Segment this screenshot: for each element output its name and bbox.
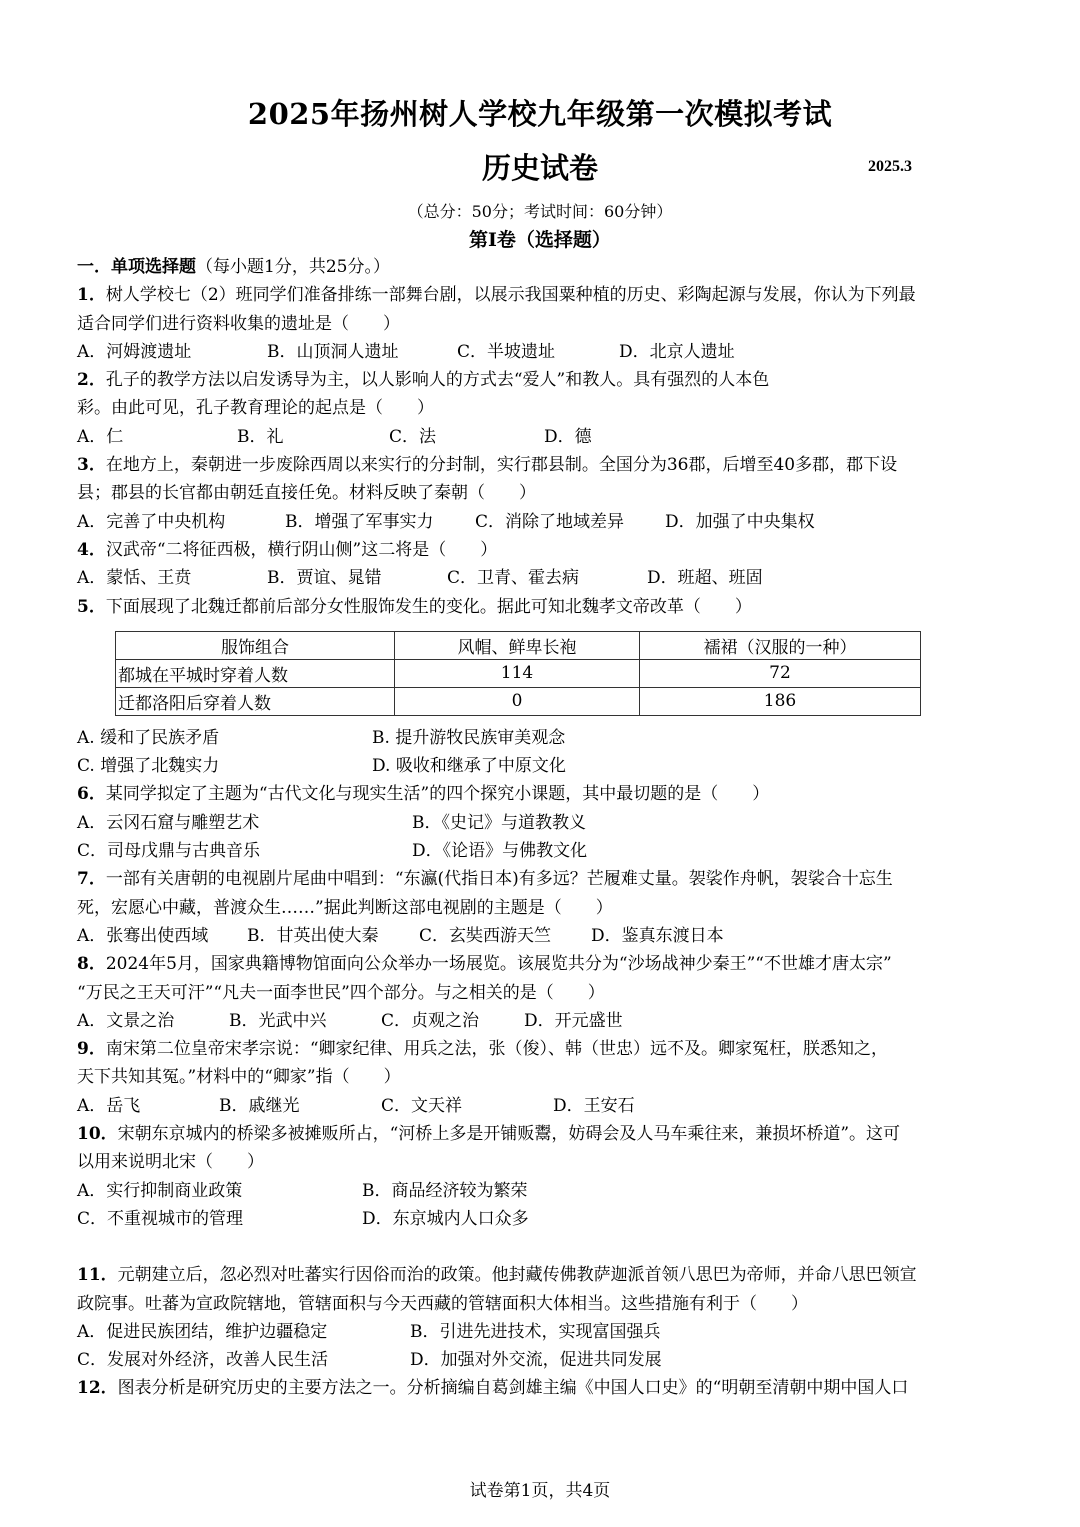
question-text: 元朝建立后，忽必烈对吐蕃实行因俗而治的政策。他封藏传佛教萨迦派首领八思巴为帝师，并命八思巴领宣 [117, 1265, 917, 1286]
table-cell: 72 [640, 659, 921, 687]
option-c: C．卫青、霍去病 [447, 568, 580, 589]
question-number: 6． [77, 784, 106, 805]
question-number: 7． [77, 869, 106, 890]
option-c: C．司母戊鼎与古典音乐 [77, 841, 261, 862]
option-a: A．岳飞 [77, 1095, 141, 1116]
option-d: D．加强对外交流，促进共同发展 [410, 1350, 662, 1371]
question-text: 图表分析是研究历史的主要方法之一。分析摘编自葛剑雄主编《中国人口史》的“明朝至清朝中期中国人口 [117, 1378, 909, 1399]
option-b: B．礼 [237, 426, 284, 447]
question-7-options [77, 922, 1007, 950]
table-row [116, 687, 921, 715]
option-a: A．河姆渡遗址 [77, 341, 192, 362]
question-11 [77, 1261, 1007, 1289]
questions [77, 253, 1007, 1403]
table-cell: 186 [640, 687, 921, 715]
part-title: 第Ⅰ卷（选择题） [469, 229, 611, 251]
question-9-options [77, 1092, 1007, 1120]
table-header-row [116, 631, 921, 659]
table-cell: 114 [395, 659, 640, 687]
question-1 [77, 281, 1007, 309]
option-c: C. 增强了北魏实力 [77, 756, 220, 777]
question-text: 孔子的教学方法以启发诱导为主，以人影响人的方式去“爱人”和教人。具有强烈的人本色 [105, 370, 770, 391]
question-text: 某同学拟定了主题为“古代文化与现实生活”的四个探究小课题，其中最切题的是（ ） [105, 784, 770, 805]
question-number: 12． [77, 1378, 118, 1399]
question-number: 3． [77, 455, 106, 476]
question-3 [77, 451, 1007, 479]
question-5-options-row2 [77, 752, 1007, 780]
option-b: B．商品经济较为繁荣 [362, 1180, 528, 1201]
question-10 [77, 1120, 1007, 1148]
question-number: 11． [77, 1265, 118, 1286]
option-b: B．贾谊、晁错 [267, 568, 382, 589]
exam-info: （总分：50分；考试时间：60分钟） [407, 202, 673, 221]
option-c: C．贞观之治 [381, 1010, 480, 1031]
table-header: 襦裙（汉服的一种） [640, 631, 921, 659]
option-c: C．消除了地域差异 [475, 511, 625, 532]
option-b: B．甘英出使大秦 [247, 925, 379, 946]
option-b: B．光武中兴 [229, 1010, 327, 1031]
question-3-options [77, 508, 1007, 536]
option-b: B．引进先进技术，实现富国强兵 [410, 1321, 661, 1342]
question-text: 一部有关唐朝的电视剧片尾曲中唱到：“东瀛(代指日本)有多远？芒履难丈量。袈裟作舟帆，袈裟合十忘生 [105, 869, 893, 890]
option-d: D．班超、班固 [647, 568, 763, 589]
question-10-options-row1 [77, 1177, 1007, 1205]
section-title: 一．单项选择题 [77, 257, 196, 277]
question-number: 5． [77, 596, 106, 617]
option-b: B．山顶洞人遗址 [267, 341, 399, 362]
question-5 [77, 593, 1007, 621]
option-a: A．云冈石窟与雕塑艺术 [77, 812, 260, 833]
option-a: A．文景之治 [77, 1010, 175, 1031]
question-10-cont: 以用来说明北宋（ ） [77, 1152, 264, 1173]
question-9-cont: 天下共知其冤。”材料中的“卿家”指（ ） [77, 1067, 401, 1088]
exam-date: 2025.3 [868, 158, 912, 175]
question-11-options-row1 [77, 1318, 1007, 1346]
question-6-options-row1 [77, 809, 1007, 837]
question-1-cont: 适合同学们进行资料收集的遗址是（ ） [77, 313, 400, 334]
question-number: 8． [77, 954, 106, 975]
option-d: D．鉴真东渡日本 [591, 925, 724, 946]
option-a: A. 缓和了民族矛盾 [77, 727, 220, 748]
option-d: D．东京城内人口众多 [362, 1208, 529, 1229]
question-1-options [77, 338, 1007, 366]
option-b: B．增强了军事实力 [285, 511, 434, 532]
option-c: C．法 [389, 426, 437, 447]
section-heading [77, 253, 1007, 281]
option-c: C．半坡遗址 [457, 341, 556, 362]
question-8-cont: “万民之王天可汗”“凡夫一面李世民”四个部分。与之相关的是（ ） [77, 982, 605, 1003]
question-9 [77, 1035, 1007, 1063]
option-d: D．北京人遗址 [619, 341, 735, 362]
question-4 [77, 536, 1007, 564]
option-b: B．戚继光 [219, 1095, 300, 1116]
question-6 [77, 780, 1007, 808]
question-number: 2． [77, 370, 106, 391]
option-a: A．张骞出使西域 [77, 925, 209, 946]
question-11-options-row2 [77, 1346, 1007, 1374]
exam-subtitle: 历史试卷 [481, 151, 598, 185]
option-c: C．发展对外经济，改善人民生活 [77, 1350, 329, 1371]
option-b: B．《史记》与道教教义 [412, 812, 586, 833]
question-number: 10． [77, 1124, 118, 1145]
question-text: 宋朝东京城内的桥梁多被摊贩所占，“河桥上多是开铺贩鬻，妨碍会及人马车乘往来，兼损坏桥道”。这可 [117, 1124, 901, 1145]
question-text: 南宋第二位皇帝宋孝宗说：“卿家纪律、用兵之法，张（俊）、韩（世忠）远不及。卿家冤枉，朕悉知之， [105, 1039, 889, 1060]
page-footer: 试卷第1页，共4页 [469, 1481, 611, 1501]
option-a: A．蒙恬、王贲 [77, 568, 192, 589]
question-2-options [77, 423, 1007, 451]
question-10-options-row2 [77, 1205, 1007, 1233]
question-text: 在地方上，秦朝进一步废除西周以来实行的分封制，实行郡县制。全国分为36郡，后增至40多郡，郡下设 [105, 455, 898, 476]
option-d: D．《论语》与佛教文化 [412, 841, 588, 862]
question-number: 4． [77, 539, 106, 560]
question-2 [77, 366, 1007, 394]
question-text: 2024年5月，国家典籍博物馆面向公众举办一场展览。该展览共分为“沙场战神少秦王”“不世雄才唐太宗” [105, 954, 892, 975]
costume-table [115, 631, 921, 716]
question-number: 9． [77, 1039, 106, 1060]
question-6-options-row2 [77, 837, 1007, 865]
question-8-options [77, 1007, 1007, 1035]
option-c: C．不重视城市的管理 [77, 1208, 244, 1229]
option-a: A．仁 [77, 426, 124, 447]
option-d: D. 吸收和继承了中原文化 [372, 756, 566, 777]
option-c: C．文天祥 [381, 1095, 463, 1116]
question-7-cont: 死，宏愿心中藏，普渡众生……”据此判断这部电视剧的主题是（ ） [77, 897, 613, 918]
question-text: 树人学校七（2）班同学们准备排练一部舞台剧，以展示我国粟种植的历史、彩陶起源与发展，你认为下列最 [105, 285, 916, 306]
question-12 [77, 1374, 1007, 1402]
table-cell: 迁都洛阳后穿着人数 [116, 687, 395, 715]
question-11-cont: 政院事。吐蕃为宣政院辖地，管辖面积与今天西藏的管辖面积大体相当。这些措施有利于（ ） [77, 1293, 808, 1314]
spacer [77, 1233, 1007, 1261]
table-row [116, 659, 921, 687]
table-cell: 都城在平城时穿着人数 [116, 659, 395, 687]
option-a: A．实行抑制商业政策 [77, 1180, 243, 1201]
question-5-options-row1 [77, 724, 1007, 752]
option-b: B. 提升游牧民族审美观念 [372, 727, 566, 748]
option-d: D．开元盛世 [524, 1010, 623, 1031]
question-3-cont: 县；郡县的长官都由朝廷直接任免。材料反映了秦朝（ ） [77, 483, 536, 504]
option-a: A．完善了中央机构 [77, 511, 226, 532]
table-cell: 0 [395, 687, 640, 715]
question-number: 1． [77, 285, 106, 306]
option-d: D．加强了中央集权 [665, 511, 815, 532]
question-2-cont: 彩。由此可见，孔子教育理论的起点是（ ） [77, 398, 434, 419]
question-7 [77, 865, 1007, 893]
question-8 [77, 950, 1007, 978]
table-header: 服饰组合 [116, 631, 395, 659]
option-d: D．德 [544, 426, 592, 447]
option-c: C．玄奘西游天竺 [419, 925, 552, 946]
section-note: （每小题1分，共25分。） [196, 257, 390, 277]
option-d: D．王安石 [553, 1095, 635, 1116]
table-header: 风帽、鲜卑长袍 [395, 631, 640, 659]
exam-title: 2025年扬州树人学校九年级第一次模拟考试 [247, 97, 833, 131]
option-a: A．促进民族团结，维护边疆稳定 [77, 1321, 328, 1342]
question-text: 汉武帝“二将征西极，横行阴山侧”这二将是（ ） [105, 539, 498, 560]
question-4-options [77, 564, 1007, 592]
question-text: 下面展现了北魏迁都前后部分女性服饰发生的变化。据此可知北魏孝文帝改革（ ） [105, 596, 752, 617]
